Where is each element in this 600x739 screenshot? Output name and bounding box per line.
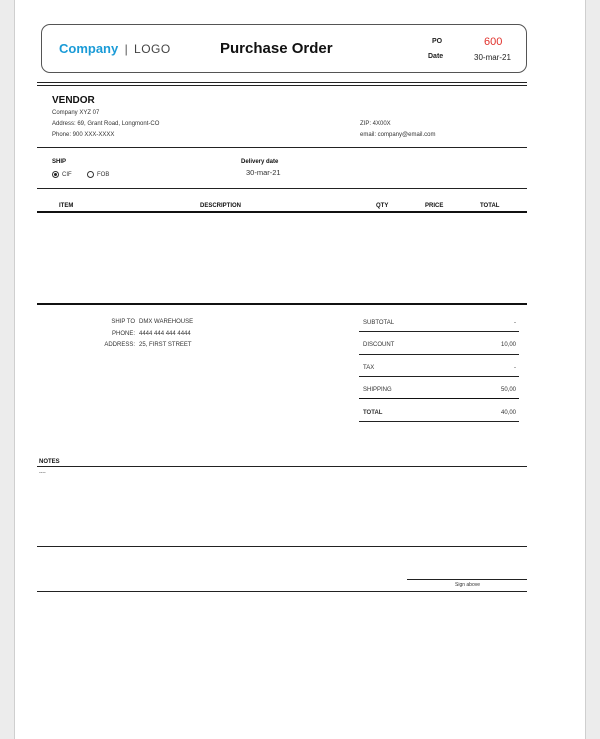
shipping-label: SHIPPING <box>363 387 392 393</box>
ship-option-label: CIF <box>62 171 72 178</box>
summary-divider <box>359 421 519 422</box>
column-header-qty: QTY <box>376 203 389 209</box>
delivery-date-value: 30-mar-21 <box>246 168 281 177</box>
table-bottom-divider <box>37 303 527 305</box>
discount-value: 10,00 <box>500 342 516 348</box>
ship-option-cif[interactable] <box>52 171 72 178</box>
shipping-value: 50,00 <box>500 387 516 393</box>
vendor-phone: Phone: 900 XXX-XXXX <box>52 132 115 138</box>
vendor-divider <box>37 147 527 148</box>
notes-label: NOTES <box>39 459 60 465</box>
column-header-total: TOTAL <box>480 203 500 209</box>
vendor-address: Address: 69, Grant Road, Longmont-CO <box>52 121 160 127</box>
table-header-divider <box>37 211 527 213</box>
radio-unselected-icon <box>87 171 94 178</box>
company-name: Company <box>59 41 119 56</box>
vendor-title: VENDOR <box>52 95 95 106</box>
notes-bottom-divider <box>37 546 527 547</box>
discount-label: DISCOUNT <box>363 342 395 348</box>
purchase-order-page <box>14 0 586 739</box>
signature-label: Sign above <box>455 582 481 588</box>
ship-divider <box>37 188 527 189</box>
footer-divider <box>37 591 527 592</box>
signature-line <box>407 579 527 580</box>
subtotal-label: SUBTOTAL <box>363 320 395 326</box>
company-logo <box>59 41 171 56</box>
vendor-zip: ZIP: 4X00X <box>360 121 391 127</box>
date-label: Date <box>428 53 444 60</box>
notes-divider <box>37 466 527 467</box>
date-value: 30-mar-21 <box>474 53 511 62</box>
ship-option-label: FOB <box>97 171 110 178</box>
total-label: TOTAL <box>363 410 383 416</box>
total-value: 40,00 <box>500 410 516 416</box>
ship-label: SHIP <box>52 159 67 165</box>
radio-selected-icon <box>52 171 59 178</box>
ship-to-value: DMX WAREHOUSE <box>139 319 194 325</box>
summary-divider <box>359 398 519 399</box>
delivery-date-label: Delivery date <box>241 159 279 165</box>
vendor-email: email: company@email.com <box>360 132 436 138</box>
tax-label: TAX <box>363 365 375 371</box>
header-divider <box>37 82 527 86</box>
subtotal-value: - <box>514 320 516 326</box>
summary-divider <box>359 376 519 377</box>
column-header-item: ITEM <box>59 203 74 209</box>
page-title: Purchase Order <box>220 40 333 57</box>
column-header-description: DESCRIPTION <box>200 203 242 209</box>
logo-text: LOGO <box>134 42 171 56</box>
header-box <box>41 24 527 73</box>
summary-divider <box>359 354 519 355</box>
po-label: PO <box>432 38 443 45</box>
notes-text[interactable]: ---- <box>39 470 46 476</box>
ship-address-label: ADDRESS: <box>104 342 135 348</box>
logo-separator: | <box>124 42 128 56</box>
tax-value: - <box>514 365 516 371</box>
vendor-company: Company XYZ 07 <box>52 110 100 116</box>
ship-address-value: 25, FIRST STREET <box>139 342 192 348</box>
column-header-price: PRICE <box>425 203 444 209</box>
ship-option-fob[interactable] <box>87 171 109 178</box>
po-number: 600 <box>484 36 503 48</box>
summary-divider <box>359 331 519 332</box>
ship-to-label: SHIP TO <box>111 319 135 325</box>
ship-phone-label: PHONE: <box>111 331 135 337</box>
ship-phone-value: 4444 444 444 4444 <box>139 331 191 337</box>
